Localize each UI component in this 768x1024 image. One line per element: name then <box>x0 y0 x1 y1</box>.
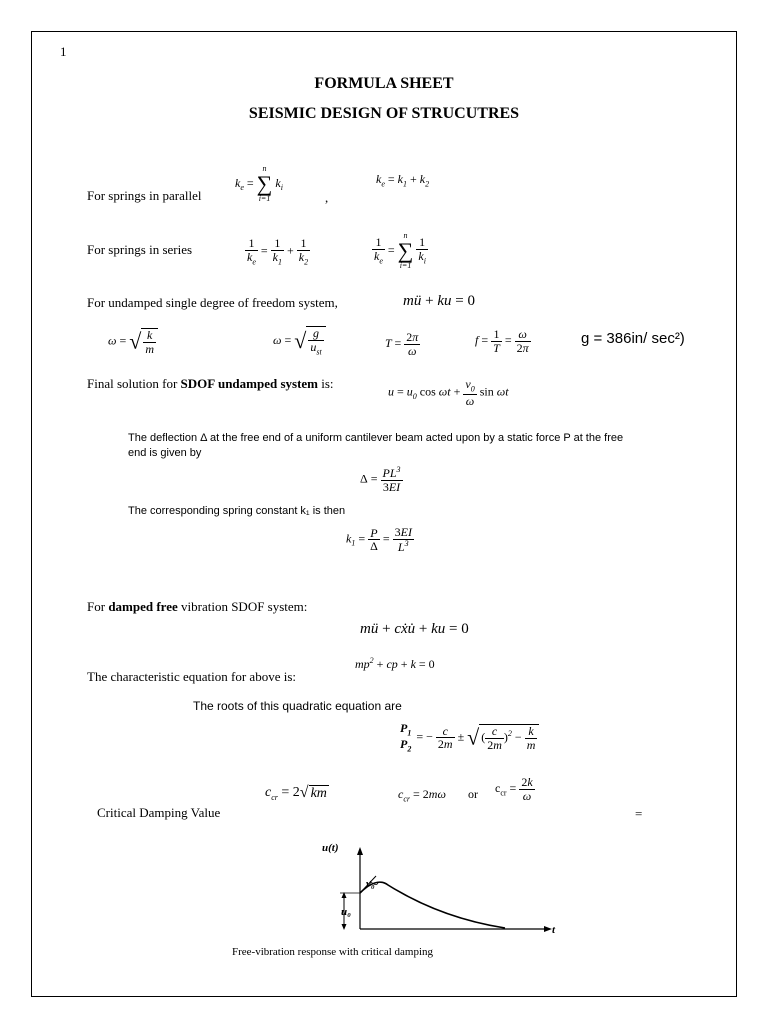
page-number: 1 <box>60 44 67 59</box>
final-solution-suffix: is: <box>318 376 334 391</box>
final-solution-prefix: Final solution for <box>87 376 181 391</box>
damped-prefix: For <box>87 599 109 614</box>
deflection-equation: Δ = $\frac{PL^3}{3EI}$ <box>360 465 401 494</box>
roots-equation: $P_1$ $P_2$ = − $\frac{c}{2m}$ ± √ ( $\frac{c}{2m}$ )$^2$ − $\frac{k}{m}$ <box>398 722 539 754</box>
or-text: or <box>468 787 478 801</box>
x-axis-arrow <box>544 926 552 932</box>
springs-series-label: For springs in series <box>87 242 193 257</box>
v0-label: v₀ <box>366 878 375 890</box>
final-solution-label <box>87 376 334 392</box>
critical-damping-figure <box>322 835 570 936</box>
sdof-equation: mü + ku = 0 <box>403 293 475 309</box>
damped-equation: mü + cẋ​u̇ + ku = 0 <box>360 621 469 637</box>
y-axis-arrow <box>357 847 363 855</box>
y-axis-label: u(t) <box>322 842 339 854</box>
characteristic-label: The characteristic equation for above is: <box>87 669 296 684</box>
response-curve <box>360 882 505 928</box>
cantilever-text-1: The deflection Δ at the free end of a uniform cantilever beam acted upon by a static force P at the free <box>128 432 624 444</box>
parallel-two-equation: $k_e = k_1 + k_2$ <box>376 172 430 189</box>
figure-caption: Free-vibration response with critical damping <box>232 946 433 958</box>
spring-constant-text: The corresponding spring constant k₁ is then <box>128 505 346 517</box>
page-subtitle: SEISMIC DESIGN OF STRUCUTRES <box>248 105 520 122</box>
u0-label: u₀ <box>341 906 351 918</box>
parallel-comma: , <box>325 190 329 205</box>
damped-label <box>87 599 307 615</box>
u0-arrow-down <box>342 924 347 930</box>
springs-parallel-label: For springs in parallel <box>87 188 202 203</box>
period-equation: T = $\frac{2\pi}{\omega}$ <box>385 330 419 358</box>
spring-constant-equation: $k_1$ = $\frac{P}{\Delta}$ = $\frac{3EI}{L^3}$ <box>346 525 412 554</box>
characteristic-equation: $mp^2$ + cp + k = 0 <box>355 656 435 671</box>
page-title: FORMULA SHEET <box>314 75 454 92</box>
final-solution-equation: $u = u_0$ cos ωt + $\frac{v_0}{\omega}$ sin ωt <box>388 377 509 408</box>
cantilever-text-2: end is given by <box>128 447 202 459</box>
gravity-constant: g = 386in/ sec²) <box>581 330 685 347</box>
damped-suffix: vibration SDOF system: <box>177 599 308 614</box>
critical-damping-sqrt-equation: $c_{cr} = 2√$ km <box>265 784 327 803</box>
damped-bold: damped free <box>108 599 178 614</box>
series-two-equation: $\frac{1}{k_e}$ = $\frac{1}{k_1}$ + $\frac{1}{k_2}$ <box>247 236 309 266</box>
sdof-label: For undamped single degree of freedom system, <box>87 295 338 310</box>
parallel-sum-equation: $k_e$ = n ∑ i=1 $k_i$ <box>235 164 283 203</box>
critical-damping-label: Critical Damping Value <box>97 805 221 820</box>
omega-k-m-equation: ω = √ $\frac{k}{m}$ <box>108 328 158 355</box>
omega-g-ust-equation: ω = √ $\frac{g}{u_{st}}$ <box>273 326 326 356</box>
critical-damping-k-equation: $c_{cr}$ = $\frac{2k}{\omega}$ <box>495 775 533 803</box>
equals-sign: = <box>635 806 643 821</box>
final-solution-bold: SDOF undamped system <box>180 376 319 391</box>
roots-text: The roots of this quadratic equation are <box>193 699 402 713</box>
x-axis-label: t <box>552 924 556 936</box>
critical-damping-mw-equation: $c_{cr} = 2m\omega$ <box>398 787 446 804</box>
frequency-equation: f = $\frac{1}{T}$ = $\frac{\omega}{2\pi}$ <box>475 327 529 355</box>
series-sum-equation: $\frac{1}{k_e}$ = n ∑ i=1 $\frac{1}{k_i}$ <box>374 231 426 270</box>
